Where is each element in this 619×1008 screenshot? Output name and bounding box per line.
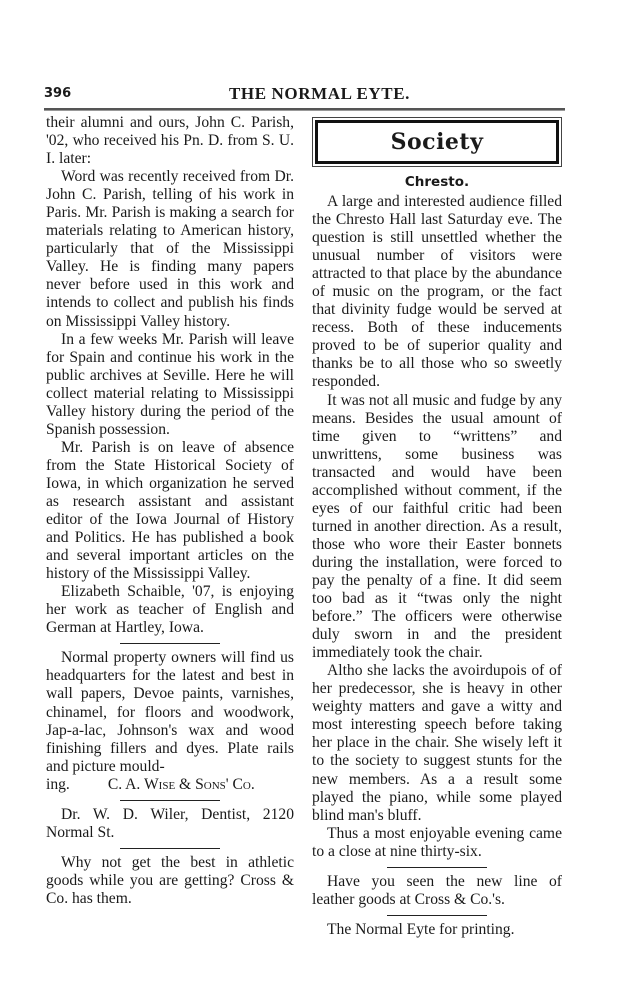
right-column xyxy=(312,114,562,939)
page-header xyxy=(44,84,565,106)
section-divider xyxy=(120,800,220,801)
article-paragraph: In a few weeks Mr. Parish will leave for Spain and continue his work in the public archives at Seville. Here he will collect material relating to Mississippi Valley history during the period of the Spanish possession. xyxy=(46,330,294,438)
article-paragraph: Altho she lacks the avoirdupois of of her predecessor, she is heavy in other weighty matters and gave a witty and most interesting speech before taking her place in the chair. She wisely left it to the society to suggest stunts for the new members. As a a result some played the piano, while some played blind man's bluff. xyxy=(312,662,562,824)
article-paragraph: Word was recently received from Dr. John C. Parish, telling of his work in Paris. Mr. Parish is making a search for materials relating to American history, particularly that of the Mississippi Valley. He is finding many papers never before used in this work and intends to collect and publish his finds on Mississippi Valley history. xyxy=(46,168,294,330)
article-paragraph: It was not all music and fudge by any means. Besides the usual amount of time given to “writtens” and unwrittens, some business was transacted and would have been accomplished without comment, if the eyes of our faithful critic had been turned in another direction. As a result, those who wore their Easter bonnets during the installation, were forced to pay the penalty of a fine. It did seem too bad as it “twas only the night before.” The officers were otherwise duly sworn in and the president immediately took the chair. xyxy=(312,391,562,662)
dentist-advertisement: Dr. W. D. Wiler, Dentist, 2120 Normal St. xyxy=(46,805,294,841)
section-divider xyxy=(387,867,487,868)
ad-signature: C. A. Wise & Sons' Co. xyxy=(107,775,255,793)
continuation-paragraph: their alumni and ours, John C. Parish, '02, who received his Pn. D. from S. U. I. later: xyxy=(46,114,294,168)
article-paragraph: Mr. Parish is on leave of absence from the State Historical Society of Iowa, in which organization he served as research assistant and assistant editor of the Iowa Journal of History and Politics. He has published a book and several important articles on the history of the Mississippi Valley. xyxy=(46,438,294,583)
ad-signature-line xyxy=(46,776,294,794)
athletic-advertisement: Why not get the best in athletic goods while you are getting? Cross & Co. has them. xyxy=(46,853,294,907)
header-rule xyxy=(44,108,565,111)
journal-title: THE NORMAL EYTE. xyxy=(228,84,411,103)
printing-advertisement: The Normal Eyte for printing. xyxy=(327,920,515,938)
page-number: 396 xyxy=(44,86,72,101)
section-divider xyxy=(120,848,220,849)
left-column xyxy=(46,114,294,908)
ad-text: Normal property owners will find us headquarters for the latest and best in wall papers, Devoe paints, varnishes, chinamel, for floors and woodwork, Jap-a-lac, Johnson's wax and wood finishing fillers and dyes. Plate rails and picture mould- xyxy=(46,649,294,775)
society-section-title: Society xyxy=(390,128,484,155)
alumni-note-paragraph: Elizabeth Schaible, '07, is enjoying her work as teacher of English and German at Hartley, Iowa. xyxy=(46,583,294,637)
article-paragraph: Thus a most enjoyable evening came to a close at nine thirty-six. xyxy=(312,824,562,860)
article-paragraph: A large and interested audience filled the Chresto Hall last Saturday eve. The question is still unsettled whether the unusual number of visitors were attracted to that place by the abundance of music on the program, or the fact that divinity fudge would be served at recess. Both of these inducements proved to be of superior quality and thanks be to all those who so sweetly responded. xyxy=(312,193,562,391)
society-section-box xyxy=(315,120,559,164)
section-divider xyxy=(387,915,487,916)
section-divider xyxy=(120,643,220,644)
ad-last-word: ing. xyxy=(46,775,70,793)
leather-advertisement: Have you seen the new line of leather goods at Cross & Co.'s. xyxy=(312,872,562,908)
chresto-heading: Chresto. xyxy=(404,174,470,190)
wise-advertisement xyxy=(46,649,294,793)
